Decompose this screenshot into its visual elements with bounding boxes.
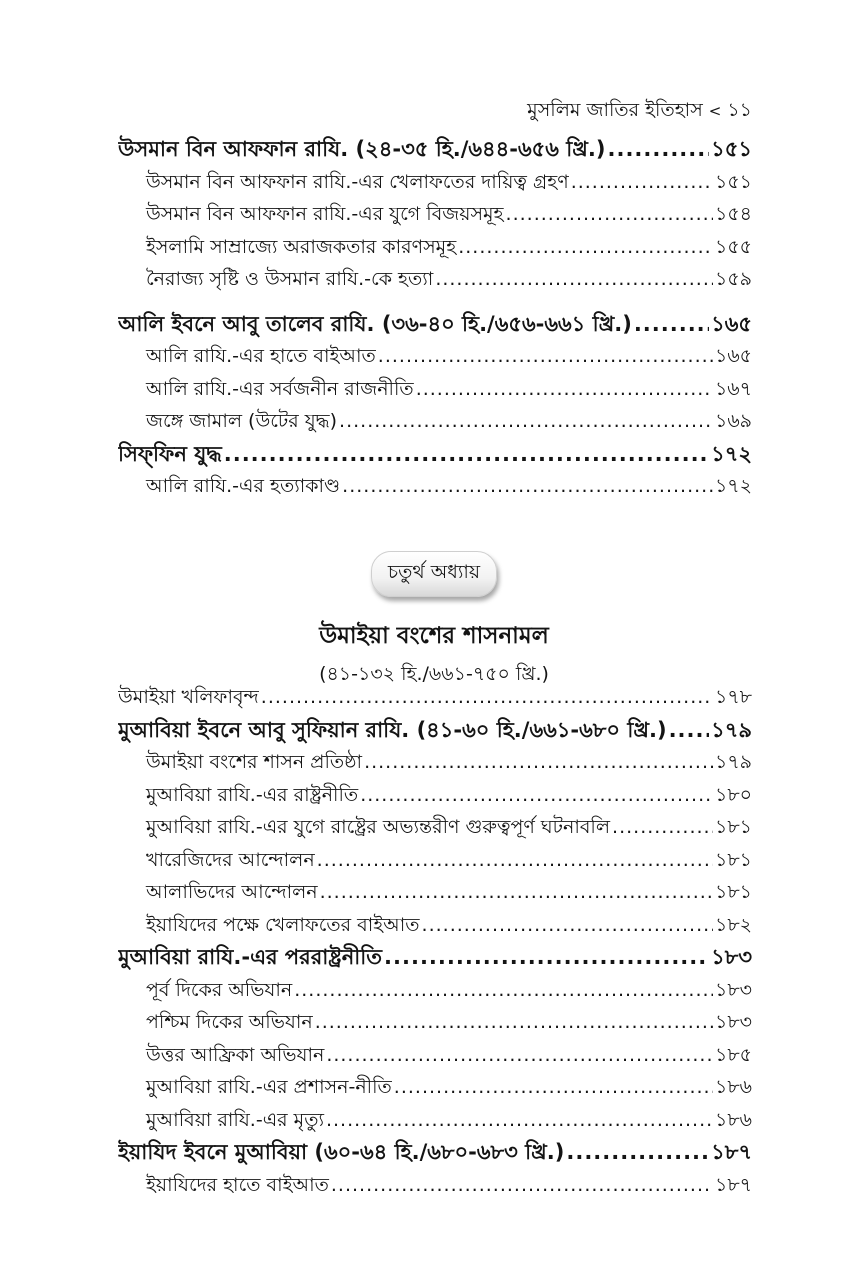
dot-leader [326,1039,713,1072]
toc-entry-page: ১৮১ [715,881,752,903]
toc-entry [118,1071,752,1104]
dot-leader [261,681,713,714]
toc-entry-page: ১৫৯ [715,268,752,290]
toc-entry-title: মুআবিয়া ইবনে আবু সুফিয়ান রাযি. (৪১-৬০ হি./৬৬১-৬৮০ খ্রি.) [118,717,667,742]
toc-entry-title: মুআবিয়া রাযি.-এর প্রশাসন-নীতি [146,1076,392,1098]
toc-entry-title: আলাভিদের আন্দোলন [146,881,318,903]
dot-leader [571,166,713,199]
dot-leader [506,198,713,231]
toc-entry-title: মুআবিয়া রাযি.-এর রাষ্ট্রনীতি [146,783,359,806]
toc-entry-title: উমাইয়া বংশের শাসন প্রতিষ্ঠা [146,751,363,773]
toc-entry-title: উমাইয়া খলিফাবৃন্দ [118,686,259,708]
toc-entry-title: ইয়াযিদ ইবনে মুআবিয়া (৬০-৬৪ হি./৬৮০-৬৮৩ খ্রি.) [118,1140,565,1164]
dot-leader [458,231,713,264]
dot-leader [360,779,713,812]
chapter-heading [0,551,868,692]
toc-entry-title: পূর্ব দিকের অভিযান [146,978,293,1001]
dot-leader [394,1071,713,1104]
toc-entry-page: ১৭২ [714,475,752,497]
toc-entry-page: ১৮১ [715,848,752,871]
toc-entry-title: উসমান বিন আফফান রাযি.-এর যুগে বিজয়সমূহ [146,203,504,225]
toc-entry-page: ১৭৯ [711,717,752,742]
dot-leader [607,133,709,166]
toc-entry [118,166,752,199]
toc-entry [118,779,752,812]
dot-leader [384,941,709,974]
toc-entry-title: উসমান বিন আফফান রাযি. (২৪-৩৫ হি./৬৪৪-৬৫৬ খ্রি.) [118,137,606,161]
chapter-title: উমাইয়া বংশের শাসনামল [319,623,549,649]
toc-entry-title: পশ্চিম দিকের অভিযান [146,1011,313,1033]
toc-entry-page: ১৮৩ [711,945,752,969]
toc-section-umayyad [118,681,752,1201]
toc-entry-page: ১৮৬ [714,1108,752,1131]
toc-entry-title: ইসলামি সাম্রাজ্যে অরাজকতার কারণসমূহ [146,235,457,258]
running-header [527,96,752,128]
toc-entry-page: ১৮৩ [714,1011,752,1033]
toc-entry-page: ১৮৭ [714,1173,752,1196]
toc-entry-page: ১৫১ [711,137,752,161]
toc-entry-page: ১৭২ [711,441,752,466]
dot-leader [320,876,713,909]
header-separator: < [708,102,722,120]
toc-entry-page: ১৫১ [715,170,752,193]
dot-leader [634,308,709,341]
dot-leader [339,405,713,438]
header-title: মুসলিম জাতির ইতিহাস [527,99,703,121]
toc-entry-page: ১৮৬ [714,1076,752,1098]
toc-entry-title: জঙ্গে জামাল (উটের যুদ্ধ) [146,410,338,432]
dot-leader [435,263,713,296]
dot-leader [422,909,713,942]
toc-entry-title: খারেজিদের আন্দোলন [146,848,315,871]
dot-leader [416,373,713,406]
toc-entry-title: মুআবিয়া রাযি.-এর পররাষ্ট্রনীতি [118,945,383,969]
toc-entry [118,373,752,406]
dot-leader [612,811,713,844]
toc-entry [118,1104,752,1137]
dot-leader [342,470,713,503]
toc-entry-title: আলি রাযি.-এর হাতে বাইআত [146,345,376,367]
toc-entry-title: ইয়াযিদের পক্ষে খেলাফতের বাইআত [146,913,420,936]
toc-entry [118,308,752,341]
dot-leader [224,438,709,471]
chapter-period: (৪১-১৩২ হি./৬৬১-৭৫০ খ্রি.) [319,663,549,685]
toc-entry-page: ১৮২ [714,913,752,936]
toc-entry-title: আলি ইবনে আবু তালেব রাযি. (৩৬-৪০ হি./৬৫৬-৬৬১ খ্রি.) [118,311,632,336]
toc-entry [118,909,752,942]
toc-entry-title: সিফ্‌ফিন যুদ্ধ [118,441,222,466]
toc-entry-page: ১৮০ [714,783,752,806]
dot-leader [317,844,713,877]
toc-entry-title: ইয়াযিদের হাতে বাইআত [146,1173,329,1196]
toc-entry-page: ১৭৯ [714,751,752,773]
toc-entry-page: ১৫৫ [715,235,752,258]
dot-leader [315,1006,713,1039]
toc-entry [118,941,752,974]
toc-entry [118,1039,752,1072]
toc-entry [118,231,752,264]
toc-entry [118,438,752,471]
toc-entry-page: ১৬৫ [714,345,752,367]
toc-entry [118,470,752,503]
toc-entry [118,714,752,747]
toc-entry [118,811,752,844]
toc-entry-title: মুআবিয়া রাযি.-এর যুগে রাষ্ট্রের অভ্যন্তরীণ গুরুত্বপূর্ণ ঘটনাবলি [146,816,611,838]
toc-entry-title: আলি রাযি.-এর হত্যাকাণ্ড [146,475,341,497]
dot-leader [364,746,713,779]
toc-entry-page: ১৮১ [715,816,752,838]
toc-entry [118,876,752,909]
dot-leader [669,714,710,747]
toc-entry [118,1136,752,1169]
dot-leader [331,1169,713,1202]
toc-section-caliphs [118,133,752,503]
chapter-badge: চতুর্থ অধ্যায় [371,551,497,597]
toc-entry [118,974,752,1007]
toc-entry-page: ১৮৫ [715,1043,752,1066]
toc-entry [118,133,752,166]
toc-entry [118,405,752,438]
toc-entry-page: ১৫৪ [715,203,752,225]
toc-entry-page: ১৬৫ [711,311,752,336]
toc-entry [118,746,752,779]
header-page-number: ১১ [727,99,752,121]
toc-entry [118,1006,752,1039]
dot-leader [294,974,713,1007]
toc-entry-page: ১৮৭ [711,1140,752,1164]
dot-leader [378,340,713,373]
toc-entry [118,263,752,296]
toc-entry-page: ১৭৮ [714,686,752,708]
toc-entry-title: নৈরাজ্য সৃষ্টি ও উসমান রাযি.-কে হত্যা [146,268,434,290]
toc-entry [118,681,752,714]
toc-entry [118,844,752,877]
toc-entry-title: উত্তর আফ্রিকা অভিযান [146,1043,325,1066]
toc-entry [118,340,752,373]
dot-leader [326,1104,713,1137]
toc-entry [118,198,752,231]
toc-entry-title: আলি রাযি.-এর সর্বজনীন রাজনীতি [146,377,414,400]
toc-entry-page: ১৮৩ [714,978,752,1001]
toc-entry-title: উসমান বিন আফফান রাযি.-এর খেলাফতের দায়িত্ব গ্রহণ [146,170,569,193]
toc-entry [118,1169,752,1202]
toc-entry-page: ১৬৯ [714,410,752,432]
dot-leader [566,1136,709,1169]
toc-entry-page: ১৬৭ [714,377,752,400]
toc-entry-title: মুআবিয়া রাযি.-এর মৃত্যু [146,1108,324,1131]
